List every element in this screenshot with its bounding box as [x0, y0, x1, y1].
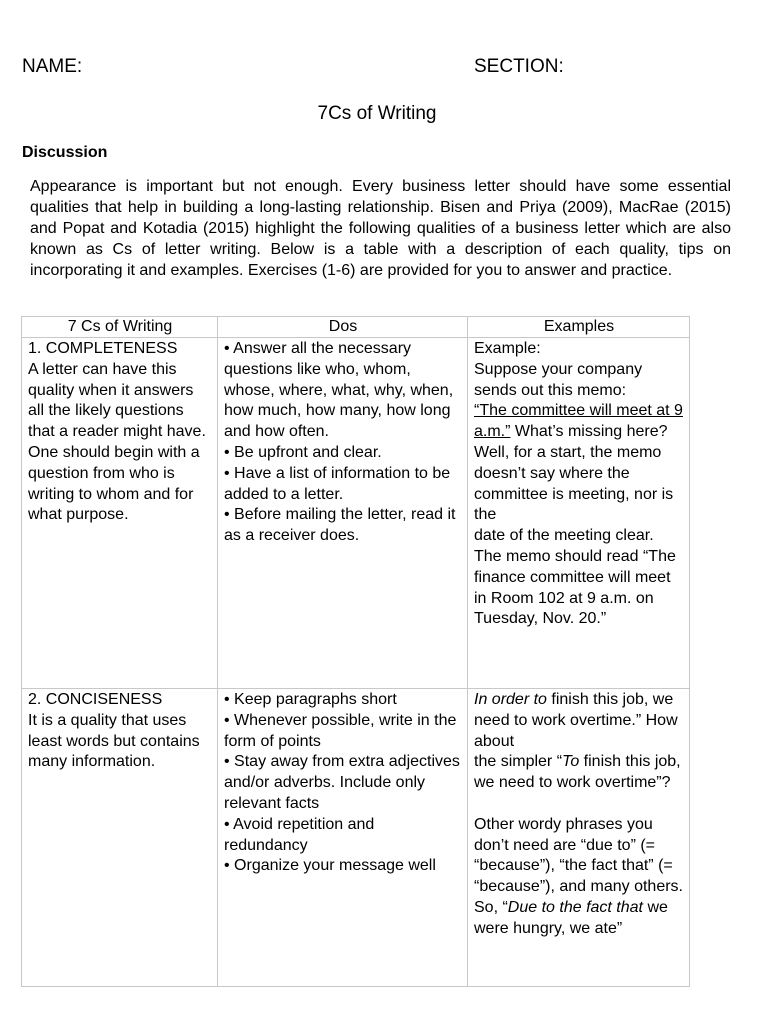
- qualities-table: [21, 316, 690, 987]
- paragraph-gap: [474, 794, 684, 815]
- page-title: 7Cs of Writing: [317, 103, 437, 124]
- dos-item: • Stay away from extra adjectives and/or adverbs. Include only relevant facts: [224, 753, 460, 812]
- quality-cell: [22, 338, 218, 689]
- header-cell-quality: 7 Cs of Writing: [22, 317, 218, 338]
- dos-item: • Answer all the necessary questions like who, whom, whose, where, what, why, when, how much, how many, how long and how often.: [224, 340, 454, 441]
- quality-title: 1. COMPLETENESS: [28, 340, 178, 357]
- discussion-heading: Discussion: [22, 144, 108, 161]
- example-explanation: Well, for a start, the memo doesn’t say where the committee is meeting, nor is the: [474, 443, 674, 524]
- examples-cell: [468, 338, 690, 689]
- dos-item: • Keep paragraphs short: [224, 691, 397, 708]
- example-text: finish this job, we need to work overtime.” How about: [474, 691, 678, 750]
- example-text: Other wordy phrases you don’t need are “due to” (= “because”), “the fact that” (= “because”), and many others. So, “: [474, 815, 683, 916]
- example-paragraph: [474, 690, 684, 752]
- quality-title: 2. CONCISENESS: [28, 691, 163, 708]
- example-intro: Suppose your company sends out this memo:: [474, 360, 643, 399]
- table-row-completeness: [22, 338, 690, 689]
- dos-cell: [218, 338, 468, 689]
- header-cell-dos: Dos: [218, 317, 468, 338]
- quality-description: It is a quality that uses least words but contains many information.: [28, 711, 200, 771]
- examples-cell: [468, 689, 690, 987]
- discussion-paragraph: Appearance is important but not enough. Every business letter should have some essential qualities that help in building a long-lasting relationship. Bisen and Priya (2009), MacRae (2015) and Popat and Kotadia (2015) highlight the following qualities of a business letter which are also known as Cs of letter writing. Below is a table with a description of each quality, tips on incorporating it and examples. Exercises (1-6) are provided for you to answer and practice.: [30, 178, 731, 279]
- example-label: Example:: [474, 340, 541, 357]
- example-explanation: date of the meeting clear.: [474, 527, 654, 545]
- name-label: NAME:: [22, 56, 83, 77]
- example-memo-question: What’s missing here?: [510, 423, 668, 441]
- example-text: the simpler “: [474, 753, 563, 771]
- section-label: SECTION:: [474, 56, 564, 77]
- example-memo-quote: “The committee will meet at 9 a.m.”: [474, 402, 683, 441]
- example-correction: The memo should read “The finance committee will meet in Room 102 at 9 a.m. on Tuesday, Nov. 20.”: [474, 547, 676, 628]
- dos-item: • Organize your message well: [224, 857, 436, 875]
- table-row-conciseness: [22, 689, 690, 987]
- dos-item: • Before mailing the letter, read it as a receiver does.: [224, 506, 456, 545]
- example-paragraph: [474, 752, 684, 794]
- quality-description: A letter can have this quality when it answers all the likely questions that a reader might have. One should begin with a question from who is writing to whom and for what purpose.: [28, 360, 206, 524]
- example-text: we were hungry, we ate”: [474, 898, 668, 937]
- example-italic: To: [562, 753, 580, 771]
- dos-item: • Avoid repetition and redundancy: [224, 815, 375, 854]
- table-header-row: [22, 317, 690, 338]
- dos-item: • Have a list of information to be added to a letter.: [224, 464, 451, 503]
- example-italic: Due to the fact that: [507, 898, 643, 916]
- example-text: finish this job, we need to work overtime”?: [474, 753, 681, 792]
- example-paragraph: [474, 815, 684, 940]
- header-cell-examples: Examples: [468, 317, 690, 338]
- dos-cell: [218, 689, 468, 987]
- example-memo-line: [474, 401, 684, 443]
- quality-cell: [22, 689, 218, 987]
- dos-item: • Whenever possible, write in the form of points: [224, 711, 457, 750]
- example-italic: In order to: [474, 691, 547, 708]
- dos-item: • Be upfront and clear.: [224, 443, 382, 461]
